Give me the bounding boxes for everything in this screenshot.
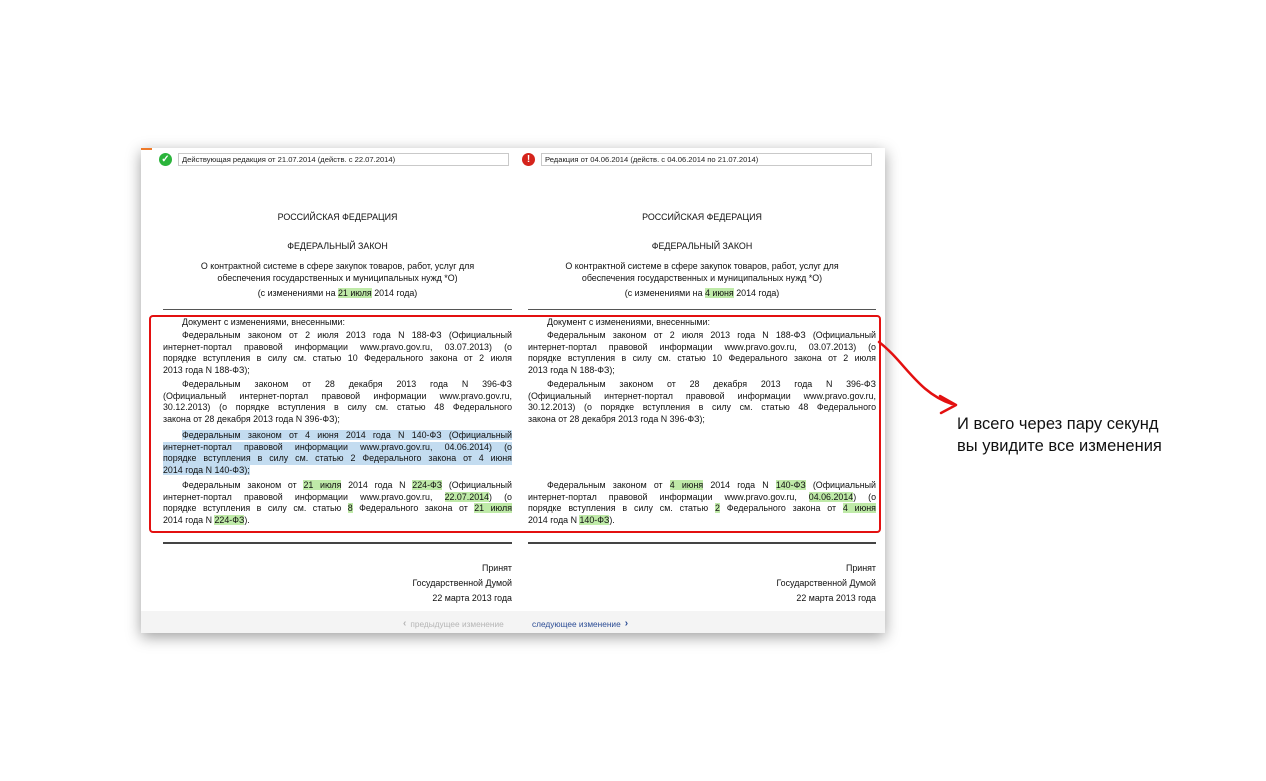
changed-date: 21 июля bbox=[337, 288, 372, 298]
amendment-188: Федеральным законом от 2 июля 2013 года N 188-ФЗ (Официальный интернет-портал правовой информации www.pravo.gov.ru, 03.07.2013) (о порядке вступления в силу см. статью 10 Федерального закона от 2 июля 2013 года N 188-ФЗ); bbox=[163, 330, 512, 376]
amendment-note: (с изменениями на 4 июня 2014 года) bbox=[624, 288, 780, 298]
amendment-140-removed: Федеральным законом от 4 июня 2014 года N 140-ФЗ (Официальный интернет-портал правовой информации www.pravo.gov.ru, 04.06.2014) (о порядке вступления в силу см. статью 2 Федерального закона от 4 июня 2014 года N 140-ФЗ); bbox=[163, 430, 512, 476]
changed-date: 4 июня bbox=[705, 288, 734, 298]
amendment-note: (с изменениями на 21 июля 2014 года) bbox=[257, 288, 418, 298]
amendment-140: Федеральным законом от 4 июня 2014 года N 140-ФЗ (Официальный интернет-портал правовой информации www.pravo.gov.ru, 04.06.2014) (о порядке вступления в силу см. статью 2 Федерального закона от 4 июня 2014 года N 140-ФЗ). bbox=[528, 480, 876, 526]
law-title-line2: обеспечения государственных и муниципальных нужд *О) bbox=[217, 273, 458, 283]
amendment-188: Федеральным законом от 2 июля 2013 года N 188-ФЗ (Официальный интернет-портал правовой информации www.pravo.gov.ru, 03.07.2013) (о порядке вступления в силу см. статью 10 Федерального закона от 2 июля 2013 года N 188-ФЗ); bbox=[528, 330, 876, 376]
amendment-396: Федеральным законом от 28 декабря 2013 года N 396-ФЗ (Официальный интернет-портал правовой информации www.pravo.gov.ru, 30.12.2013) (о порядке вступления в силу см. статью 48 Федерального закона от 28 декабря 2013 года N 396-ФЗ); bbox=[528, 379, 876, 425]
annotation-caption bbox=[957, 413, 1227, 457]
law-type-heading: ФЕДЕРАЛЬНЫЙ ЗАКОН bbox=[287, 241, 388, 251]
law-type-heading: ФЕДЕРАЛЬНЫЙ ЗАКОН bbox=[651, 241, 753, 251]
law-title-line2: обеспечения государственных и муниципальных нужд *О) bbox=[581, 273, 823, 283]
amendment-396: Федеральным законом от 28 декабря 2013 года N 396-ФЗ (Официальный интернет-портал правовой информации www.pravo.gov.ru, 30.12.2013) (о порядке вступления в силу см. статью 48 Федерального закона от 28 декабря 2013 года N 396-ФЗ); bbox=[163, 379, 512, 425]
country-heading: РОССИЙСКАЯ ФЕДЕРАЦИЯ bbox=[277, 212, 398, 222]
country-heading: РОССИЙСКАЯ ФЕДЕРАЦИЯ bbox=[642, 212, 762, 222]
intro-text: Документ с изменениями, внесенными: bbox=[547, 317, 710, 327]
check-circle-icon: ✓ bbox=[159, 153, 172, 166]
chevron-left-icon: ‹ bbox=[403, 618, 407, 629]
intro-text: Документ с изменениями, внесенными: bbox=[182, 317, 345, 327]
amendment-224: Федеральным законом от 21 июля 2014 года N 224-ФЗ (Официальный интернет-портал правовой информации www.pravo.gov.ru, 22.07.2014) (о порядке вступления в силу см. статью 8 Федерального закона от 21 июля 2014 года N 224-ФЗ). bbox=[163, 480, 512, 526]
signature-line3: 22 марта 2013 года bbox=[432, 593, 512, 603]
next-change-link[interactable]: следующее изменение › bbox=[532, 618, 629, 629]
exclamation-circle-icon: ! bbox=[522, 153, 535, 166]
signature-line1: Принят bbox=[845, 563, 876, 573]
signature-line2: Государственной Думой bbox=[776, 578, 876, 588]
chevron-right-icon: › bbox=[624, 618, 629, 629]
law-title-line1: О контрактной системе в сфере закупок товаров, работ, услуг для bbox=[565, 261, 839, 271]
signature-line1: Принят bbox=[481, 563, 512, 573]
left-version-select[interactable]: Действующая редакция от 21.07.2014 (действ. с 22.07.2014) bbox=[178, 153, 509, 166]
caption-line1: И всего через пару секунд bbox=[957, 415, 1159, 433]
signature-line3: 22 марта 2013 года bbox=[796, 593, 876, 603]
previous-change-link[interactable]: ‹ предыдущее изменение bbox=[403, 618, 504, 629]
caption-line2: вы увидите все изменения bbox=[957, 437, 1162, 455]
law-title-line1: О контрактной системе в сфере закупок товаров, работ, услуг для bbox=[200, 261, 475, 271]
signature-line2: Государственной Думой bbox=[412, 578, 512, 588]
right-version-select[interactable]: Редакция от 04.06.2014 (действ. с 04.06.2014 по 21.07.2014) bbox=[541, 153, 872, 166]
